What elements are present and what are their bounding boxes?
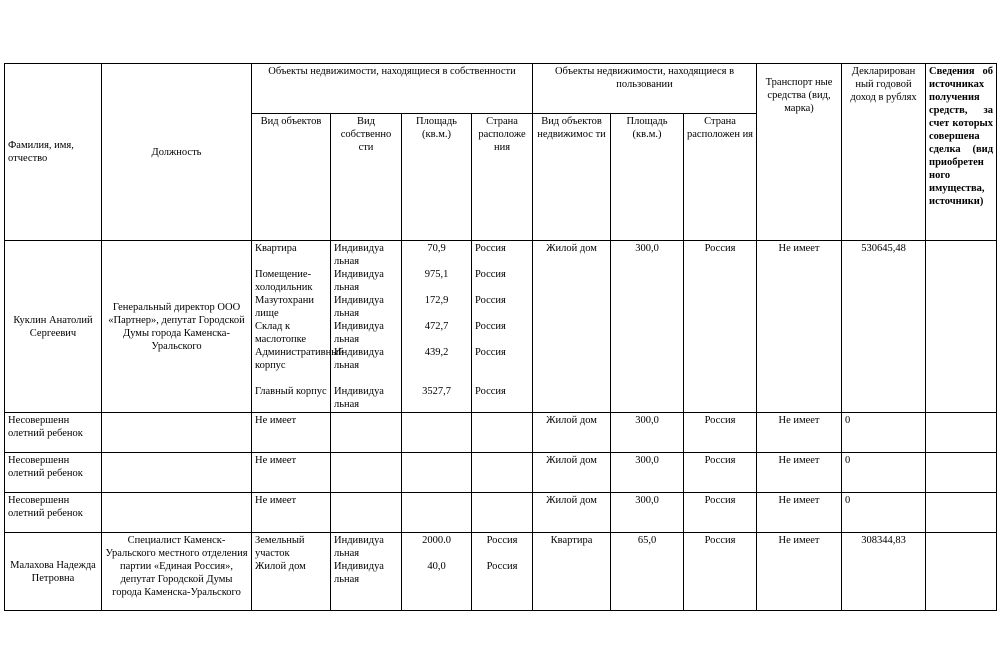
position-cell	[102, 453, 252, 493]
owned-area-cell	[402, 241, 472, 413]
owned-area-cell	[402, 493, 472, 533]
owned-area-cell	[402, 453, 472, 493]
used-area-cell: 65,0	[611, 533, 684, 611]
table-row	[5, 493, 997, 533]
table-row	[5, 453, 997, 493]
fio-cell: Несовершенн олетний ребенок	[5, 493, 102, 533]
owned-country: Россия	[475, 347, 506, 358]
header-row-1	[5, 64, 997, 114]
owned-country-cell	[472, 533, 533, 611]
owned-country: Россия	[475, 295, 506, 306]
owned-country: Россия	[475, 269, 506, 280]
header-owned-group: Объекты недвижимости, находящиеся в собственности	[252, 64, 533, 114]
owned-ownership: Индивидуа льная	[334, 295, 384, 319]
owned-country: Россия	[486, 535, 518, 546]
transport-cell: Не имеет	[757, 533, 842, 611]
used-type-cell: Квартира	[533, 533, 611, 611]
header-used-type: Вид объектов недвижимос ти	[533, 114, 611, 241]
position-cell: Специалист Каменск-Уральского местного отделения партии «Единая Россия», депутат Городской Думы города Каменска-Уральского	[102, 533, 252, 611]
income-cell: 308344,83	[842, 533, 926, 611]
header-fio: Фамилия, имя, отчество	[5, 64, 102, 241]
owned-type: Склад к маслотопке	[255, 321, 307, 345]
header-owned-country: Страна расположе ния	[472, 114, 533, 241]
sources-cell	[926, 453, 997, 493]
position-cell	[102, 493, 252, 533]
transport-cell: Не имеет	[757, 413, 842, 453]
used-country-cell: Россия	[684, 241, 757, 413]
header-transport: Транспорт ные средства (вид, марка)	[757, 64, 842, 241]
owned-ownership-cell	[331, 493, 402, 533]
used-type-cell: Жилой дом	[533, 493, 611, 533]
owned-type-cell: Не имеет	[252, 453, 331, 493]
transport-cell: Не имеет	[757, 241, 842, 413]
used-type-cell: Жилой дом	[533, 413, 611, 453]
sources-cell	[926, 533, 997, 611]
owned-area: 40,0	[427, 561, 446, 572]
owned-type: Жилой дом	[255, 561, 306, 572]
owned-ownership: Индивидуа льная	[334, 535, 384, 559]
fio-cell: Несовершенн олетний ребенок	[5, 453, 102, 493]
header-used-area: Площадь (кв.м.)	[611, 114, 684, 241]
used-country-cell: Россия	[684, 413, 757, 453]
owned-country: Россия	[475, 243, 506, 254]
used-area-cell: 300,0	[611, 413, 684, 453]
table-row	[5, 413, 997, 453]
sources-cell	[926, 241, 997, 413]
owned-area: 2000.0	[422, 535, 451, 546]
used-country-cell: Россия	[684, 533, 757, 611]
owned-area: 3527,7	[422, 386, 451, 397]
owned-type: Административный корпус	[255, 347, 344, 371]
owned-area-cell	[402, 413, 472, 453]
income-cell: 0	[842, 453, 926, 493]
owned-ownership: Индивидуа льная	[334, 321, 384, 345]
used-area-cell: 300,0	[611, 493, 684, 533]
owned-country-cell	[472, 493, 533, 533]
header-used-country: Страна расположен ия	[684, 114, 757, 241]
owned-area: 439,2	[424, 347, 449, 358]
transport-cell: Не имеет	[757, 493, 842, 533]
header-owned-area: Площадь (кв.м.)	[402, 114, 472, 241]
owned-area: 472,7	[424, 321, 449, 332]
owned-type: Квартира	[255, 243, 297, 254]
owned-ownership-cell	[331, 453, 402, 493]
owned-country-cell	[472, 241, 533, 413]
owned-type-cell	[252, 241, 344, 413]
owned-country-cell	[472, 413, 533, 453]
income-cell: 0	[842, 493, 926, 533]
owned-type-cell: Не имеет	[252, 413, 331, 453]
used-country-cell: Россия	[684, 453, 757, 493]
owned-country: Россия	[486, 561, 518, 572]
header-owned-type: Вид объектов	[252, 114, 331, 241]
owned-area: 172,9	[424, 295, 449, 306]
transport-cell: Не имеет	[757, 453, 842, 493]
used-area-cell: 300,0	[611, 241, 684, 413]
owned-country: Россия	[475, 321, 506, 332]
used-country-cell: Россия	[684, 493, 757, 533]
owned-country-cell	[472, 453, 533, 493]
used-type-cell: Жилой дом	[533, 241, 611, 413]
fio-cell: Куклин Анатолий Сергеевич	[5, 241, 102, 413]
owned-area: 975,1	[424, 269, 449, 280]
owned-type: Мазутохрани лище	[255, 295, 315, 319]
owned-ownership-cell	[331, 413, 402, 453]
fio-cell: Малахова Надежда Петровна	[5, 533, 102, 611]
owned-ownership: Индивидуа льная	[334, 269, 384, 293]
owned-area-cell	[402, 533, 472, 611]
fio-cell: Несовершенн олетний ребенок	[5, 413, 102, 453]
owned-type: Помещение-холодильник	[255, 269, 313, 293]
table-row	[5, 241, 997, 413]
owned-ownership: Индивидуа льная	[334, 561, 384, 585]
owned-type: Земельный участок	[255, 535, 305, 559]
owned-area: 70,9	[427, 243, 446, 254]
owned-country: Россия	[475, 386, 506, 397]
position-cell	[102, 413, 252, 453]
header-income: Декларирован ный годовой доход в рублях	[842, 64, 926, 241]
owned-type: Главный корпус	[255, 386, 327, 397]
sources-cell	[926, 493, 997, 533]
used-type-cell: Жилой дом	[533, 453, 611, 493]
header-used-group: Объекты недвижимости, находящиеся в пользовании	[533, 64, 757, 114]
header-sources: Сведения об источниках получения средств, за счет которых совершена сделка (вид приобретен ного имущества, источники)	[926, 64, 997, 241]
owned-type-cell	[252, 533, 331, 611]
position-cell: Генеральный директор ООО «Партнер», депутат Городской Думы города Каменска-Уральского	[102, 241, 252, 413]
owned-ownership-cell	[331, 241, 402, 413]
table-row	[5, 533, 997, 611]
income-cell: 0	[842, 413, 926, 453]
owned-ownership-cell	[331, 533, 402, 611]
header-owned-ownership: Вид собственно сти	[331, 114, 402, 241]
income-cell: 530645,48	[842, 241, 926, 413]
owned-ownership: Индивидуа льная	[334, 386, 384, 410]
sources-cell	[926, 413, 997, 453]
owned-ownership: Индивидуа льная	[334, 347, 384, 371]
used-area-cell: 300,0	[611, 453, 684, 493]
header-position: Должность	[102, 64, 252, 241]
declaration-table	[4, 63, 997, 611]
owned-type-cell: Не имеет	[252, 493, 331, 533]
owned-ownership: Индивидуа льная	[334, 243, 384, 267]
